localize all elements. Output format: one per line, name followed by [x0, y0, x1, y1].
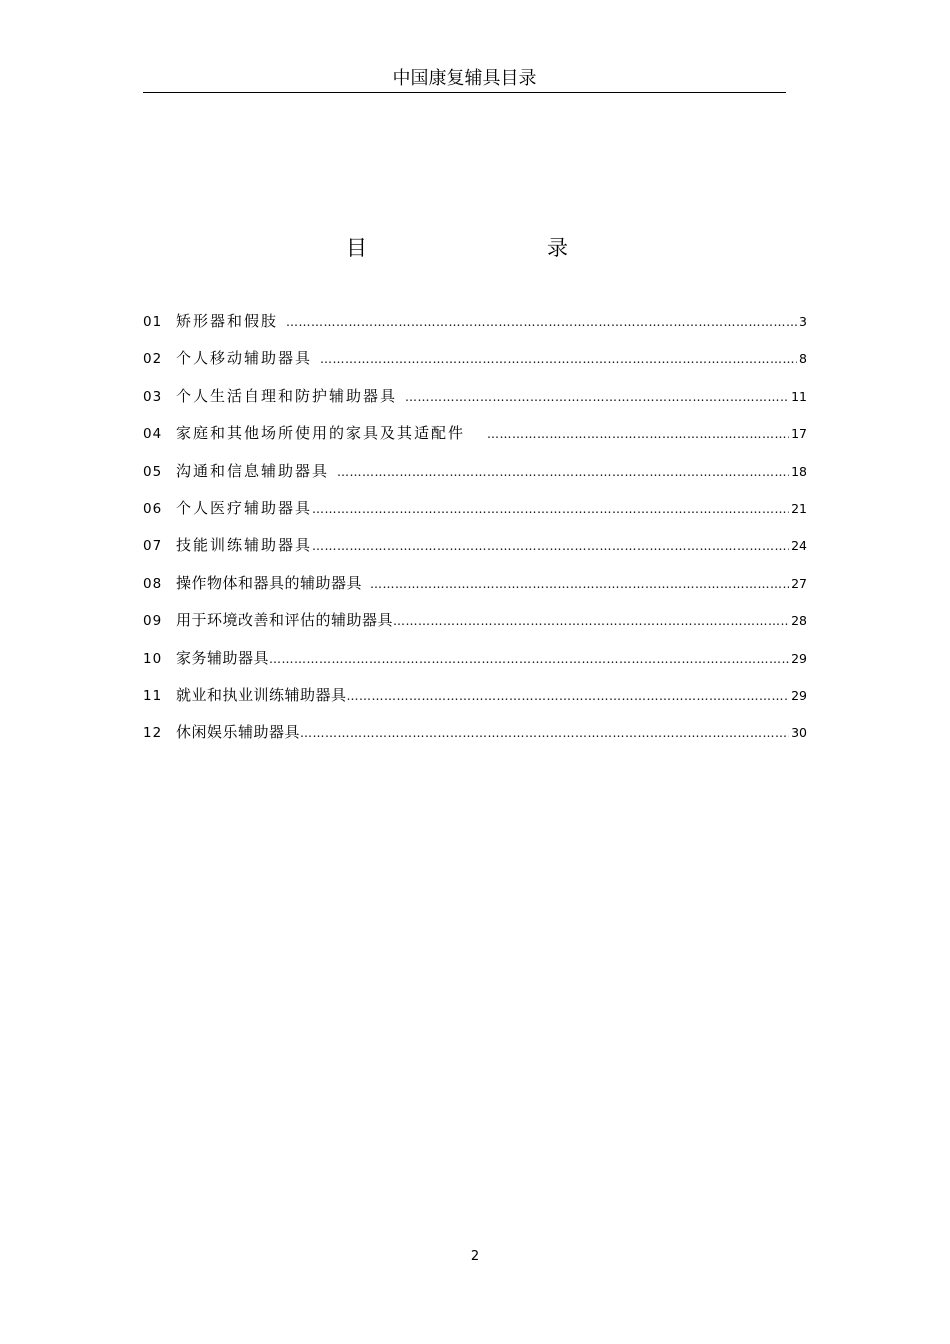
- toc-entry[interactable]: [143, 420, 807, 457]
- toc-entry[interactable]: [143, 607, 807, 644]
- toc-entry[interactable]: [143, 345, 807, 382]
- toc-entry-page: 11: [791, 388, 807, 404]
- toc-entry[interactable]: [143, 645, 807, 682]
- toc-entry-label: 个人移动辅助器具: [176, 349, 313, 368]
- running-header: 中国康复辅具目录: [392, 68, 537, 89]
- toc-entry-page: 18: [791, 463, 807, 479]
- toc-dot-leader: [393, 608, 789, 634]
- toc-entry[interactable]: [143, 682, 807, 719]
- toc-dot-leader: [337, 459, 789, 485]
- toc-entry-page: 3: [799, 314, 807, 329]
- toc-dot-leader: [286, 309, 797, 335]
- toc-entry-number: 05: [143, 463, 163, 480]
- toc-entry-label: 用于环境改善和评估的辅助器具: [176, 611, 394, 630]
- toc-entry[interactable]: [143, 532, 807, 569]
- toc-entry-label: 就业和执业训练辅助器具: [176, 685, 347, 704]
- toc-dot-leader: [269, 646, 789, 672]
- toc-entry-number: 04: [143, 426, 163, 443]
- toc-entry[interactable]: [143, 458, 807, 495]
- toc-title-left: 目: [346, 236, 367, 260]
- toc-entry-label: 个人医疗辅助器具: [176, 498, 313, 517]
- toc-entry-number: 08: [143, 575, 163, 592]
- page-number: 2: [470, 1249, 480, 1264]
- toc-entry-label: 个人生活自理和防护辅助器具: [176, 386, 398, 405]
- toc-entry-number: 06: [143, 500, 163, 517]
- toc-entry[interactable]: [143, 719, 807, 756]
- toc-entry-page: 24: [791, 538, 807, 554]
- toc-entry-page: 21: [791, 500, 807, 516]
- toc-dot-leader: [320, 346, 797, 372]
- toc-entry-page: 30: [791, 725, 807, 741]
- toc-dot-leader: [300, 720, 789, 746]
- toc-entry-label: 家庭和其他场所使用的家具及其适配件: [176, 424, 466, 443]
- toc-entry-page: 29: [791, 687, 807, 703]
- toc-entry[interactable]: [143, 495, 807, 532]
- toc-entry[interactable]: [143, 383, 807, 420]
- toc-entry-label: 技能训练辅助器具: [176, 536, 313, 555]
- toc-entry-number: 01: [143, 314, 163, 330]
- toc-dot-leader: [405, 384, 789, 410]
- toc-dot-leader: [312, 533, 789, 559]
- toc-entry-label: 矫形器和假肢: [176, 312, 279, 330]
- toc-entry-label: 沟通和信息辅助器具: [176, 461, 330, 480]
- toc-dot-leader: [487, 421, 789, 447]
- toc-entry-number: 02: [143, 351, 163, 368]
- header-rule: [143, 92, 786, 93]
- toc-entry[interactable]: [143, 308, 807, 345]
- toc-entry-number: 09: [143, 613, 163, 630]
- toc-entry-page: 8: [799, 351, 807, 367]
- toc-entry[interactable]: [143, 570, 807, 607]
- toc-entry-page: 29: [791, 650, 807, 666]
- toc-entry-page: 27: [791, 575, 807, 591]
- toc-entry-label: 休闲娱乐辅助器具: [176, 723, 301, 742]
- toc-dot-leader: [312, 496, 789, 522]
- toc-entry-label: 家务辅助器具: [176, 648, 270, 667]
- toc-entry-number: 10: [143, 650, 163, 667]
- toc-entry-number: 11: [143, 687, 163, 704]
- toc-entry-page: 28: [791, 613, 807, 629]
- toc-entry-number: 03: [143, 388, 163, 405]
- toc-title-right: 录: [547, 236, 568, 260]
- toc-dot-leader: [370, 571, 789, 597]
- toc-entry-page: 17: [791, 426, 807, 442]
- toc-entry-number: 12: [143, 725, 163, 742]
- toc-list: [143, 308, 807, 757]
- toc-entry-number: 07: [143, 538, 163, 555]
- toc-entry-label: 操作物体和器具的辅助器具: [176, 573, 363, 592]
- toc-dot-leader: [347, 683, 790, 709]
